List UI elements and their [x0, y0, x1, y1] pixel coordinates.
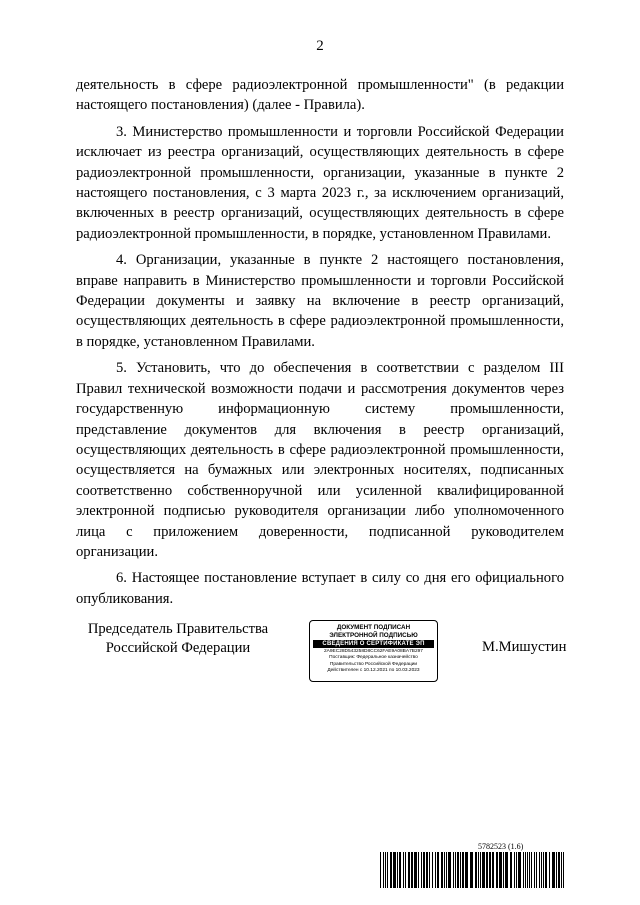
paragraph-item-6: 6. Настоящее постановление вступает в силу со дня его официального опубликования. — [76, 570, 564, 607]
signature-block — [0, 620, 640, 690]
paragraph-continuation: деятельность в сфере радиоэлектронной промышленности" (в редакции настоящего постановления) (далее - Правила). — [76, 77, 564, 114]
paragraph-item-5: 5. Установить, что до обеспечения в соответствии с разделом III Правил технической возможности подачи и рассмотрения документов через государственную информационную систему промышленности, представление документов для включения в реестр организаций, осуществляющих деятельность в сфере радиоэлектронной промышленности, осуществляется на бумажных или электронных носителях, подписанных соответственно собственноручной или усиленной квалифицированной электронной подписью руководителя организации либо уполномоченного лица с приложением доверенности, подписанной руководителем организации. — [76, 360, 564, 560]
stamp-cert-bar: СВЕДЕНИЯ О СЕРТИФИКАТЕ ЭП — [313, 640, 434, 648]
stamp-issuer-line2: Правительство Российской Федерации — [329, 661, 418, 667]
signer-title — [78, 620, 278, 658]
paragraph-item-4: 4. Организации, указанные в пункте 2 настоящего постановления, вправе направить в Министерство промышленности и торговли Российской Федерации документы и заявку на включение в реестр организаций, осуществляющих деятельность в сфере радиоэлектронной промышленности, в порядке, установленном Правилами. — [76, 252, 564, 350]
stamp-serial: 2A9EC28D543258D8CC62FAE9A08BA7B297 — [324, 649, 423, 654]
electronic-signature-stamp — [309, 620, 438, 682]
signer-title-line1: Председатель Правительства — [87, 621, 269, 637]
stamp-issuer-line1: Поставщик: Федеральное казначейство — [329, 655, 418, 661]
signer-name: М.Мишустин — [482, 639, 567, 655]
paragraph-item-3: 3. Министерство промышленности и торговли Российской Федерации исключает из реестра организаций, осуществляющих деятельность в сфере радиоэлектронной промышленности, организации, указанные в пункте 2 настоящего постановления, с 3 марта 2023 г., за исключением организаций, включенных в реестр организаций, осуществляющих деятельность в сфере радиоэлектронной промышленности, в порядке, установленном Правилами. — [76, 123, 564, 242]
document-body — [76, 75, 564, 615]
barcode — [380, 852, 568, 888]
stamp-validity: Действителен с 10.12.2021 по 10.03.2023 — [327, 667, 420, 673]
signer-title-line2: Российской Федерации — [105, 640, 251, 656]
page-number: 2 — [316, 38, 324, 54]
stamp-header — [310, 624, 437, 639]
stamp-header-line1: ДОКУМЕНТ ПОДПИСАН — [336, 624, 411, 631]
document-code: 5782523 (1.6) — [478, 842, 524, 851]
stamp-header-line2: ЭЛЕКТРОННОЙ ПОДПИСЬЮ — [329, 631, 418, 639]
